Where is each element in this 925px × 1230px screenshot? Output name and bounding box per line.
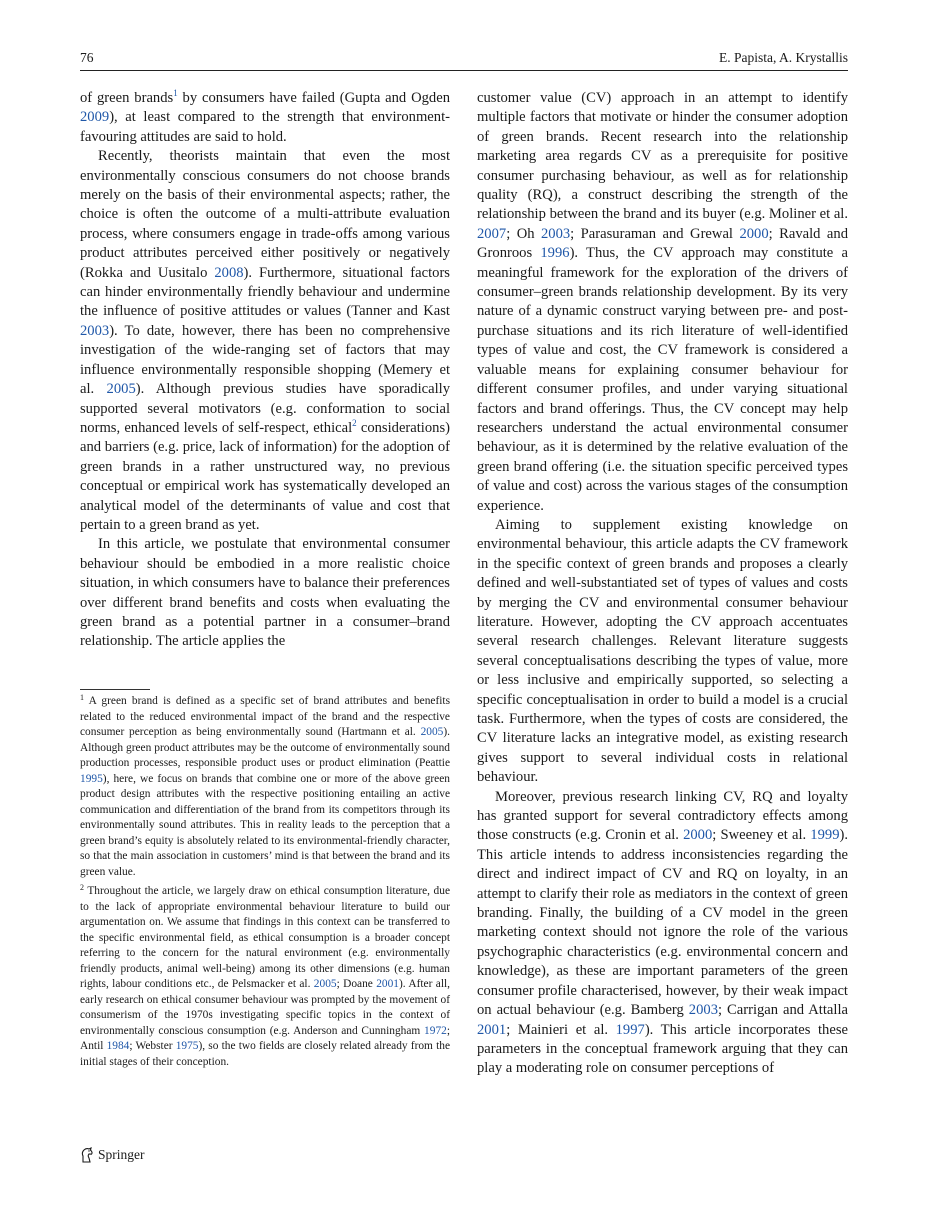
footnote-2 [80,884,450,1070]
citation-link[interactable]: 1984 [106,1040,130,1052]
text: ). To date, however, there has been no comprehensive investigation of the wide-ranging set of factors that may influence environmentally responsible shopping (Memery et al. [80,322,450,398]
text: ), at least compared to the strength that environment-favouring attitudes are said to hold. [80,109,450,145]
text: ; Oh [506,225,541,242]
springer-horse-icon [80,1147,94,1163]
text: ). Furthermore, situational factors can hinder environmentally friendly behaviour and undermine the influence of positive attitudes or values (Tanner and Kast [80,264,450,320]
citation-link[interactable]: 1999 [810,827,840,844]
paragraph: Aiming to supplement existing knowledge on environmental behaviour, this article adapts the CV framework in the specific context of green brands and proposes a clearly defined and well-substantiated set of types of values and costs by merging the CV and environmental consumer behaviour literature. However, adopting the CV approach accentuates several research challenges. Relevant literature suggests several conceptualisations describing the types of value, more or less inclusive and empirically supported, so selecting a specific conceptualisation in order to build a model is a crucial task. Furthermore, when the types of costs are considered, the CV literature lacks an integrative model, as existing research gives support to several individual costs in relational behaviour. [477,516,848,786]
text: ; Webster [129,1040,176,1052]
footnotes [80,694,450,1074]
publisher-footer [80,1145,145,1165]
text: ; Carrigan and Attalla [717,1002,848,1019]
citation-link[interactable]: 1996 [540,245,570,262]
citation-link[interactable]: 1995 [80,772,103,785]
citation-link[interactable]: 2003 [540,225,571,242]
text: ; Sweeney et al. [712,827,811,844]
citation-link[interactable]: 2001 [376,978,399,990]
citation-link[interactable]: 2007 [477,225,507,242]
text: ). Although green product attributes may be the outcome of environmentally sound production processes, responsible product uses or product elimination (Peattie [80,726,450,769]
text: Recently, theorists maintain that even the most environmentally conscious consumers do not choose brands merely on the basis of their environmental aspects; rather, the choice is often the outcome of a multi-attribute evaluation process, where consumers engage in trade-offs among various product attributes perceived either positively or negatively (Rokka and Uusitalo [80,148,450,281]
publisher-name: Springer [98,1147,145,1162]
text: ; Doane [336,978,377,990]
citation-link[interactable]: 1997 [615,1021,645,1038]
footnote-number: 1 [80,693,84,702]
text: by consumers have failed (Gupta and Ogden [177,90,450,106]
footnote-ref-2[interactable]: 2 [352,417,357,428]
text: Throughout the article, we largely draw on ethical consumption literature, due to the lack of appropriate environmental behaviour literature to build our argumentation on. We assume that findings in this context can be transferred to the specific environmental field, as ethical consumption is a broader concept referring to the concern for the natural environment (e.g. environmentally friendly products, animal well-being) among its other dimensions (e.g. human rights, labour conditions etc., de Pelsmacker et al. [80,885,450,990]
citation-link[interactable]: 1972 [424,1024,447,1037]
citation-link[interactable]: 2005 [313,978,337,990]
page-number: 76 [80,50,94,65]
text: ). After all, early research on ethical consumer behaviour was prompted by the movement of consumerism of the 1970s investigating specific topics in the context of environmentally conscious consumption (e.g. Anderson and Cunningham [80,978,450,1037]
paragraph [477,788,848,1079]
text: ). Although previous studies have sporadically supported several motivators (e.g. conformation to social norms, enhanced levels of self-respect, ethical [80,381,450,436]
citation-link[interactable]: 2008 [214,264,244,281]
text: ). Thus, the CV approach may constitute a meaningful framework for the exploration of the drivers of consumer–green brands relationship development. By its very nature of a dynamic construct varying between pre- and post-purchase situations and its rich literature of well-identified types of value and cost, the CV framework is considered a valuable means for explaining consumer behaviour for different consumer profiles, and under varying situational factors and brand offerings. Thus, the CV concept may help researchers understand the actual environmental consumer behaviour, as it is determined by the relative evaluation of the green brand offering (i.e. the situation specific perceived types of value and cost) across the various stages of the consumption experience. [477,245,848,514]
running-authors: E. Papista, A. Krystallis [719,50,848,65]
paragraph [80,147,450,535]
text: ), here, we focus on brands that combine one or more of the above green product design attributes with the respective positioning entailing an active communication and differentiation of the brand from its competitors through its environmentally sound attributes. This in reality leads to the perception that a green brand’s equity is absolutely related to its environmental-friendly character, so that the main association in customers’ mind is that between the brand and its green value. [80,772,450,878]
running-header [80,50,848,71]
paragraph [477,89,848,516]
text: considerations) and barriers (e.g. price, lack of information) for the adoption of green brands in a rather unstructured way, no previous conceptual or empirical work has systematically developed an analytical model of the determinants of value and cost that pertain to a green brand as yet. [80,419,450,533]
text: customer value (CV) approach in an attempt to identify multiple factors that motivate or hinder the consumer adoption of green brands. Recent research into the relationship marketing area regards CV as a prerequisite for positive consumer purchasing behaviour, as well as for relationship quality (RQ), a construct describing the strength of the relationship between the brand and its buyer (e.g. Moliner et al. [477,90,848,223]
paragraph [80,89,450,147]
text: of green brands [80,90,174,106]
citation-link[interactable]: 1975 [175,1040,199,1052]
right-column [477,89,848,1079]
text: ; Ravald and Gronroos [477,225,848,262]
citation-link[interactable]: 2005 [420,726,444,738]
footnote-number: 2 [80,883,84,892]
citation-link[interactable]: 2000 [739,225,769,242]
paragraph: In this article, we postulate that environmental consumer behaviour should be embodied in a more realistic choice situation, in which consumers have to balance their preferences over different brand benefits and costs when evaluating the green brand as a potential partner in a consumer–brand relationship. The article applies the [80,536,450,650]
citation-link[interactable]: 2003 [80,322,110,339]
text: ; Parasuraman and Grewal [570,225,740,242]
citation-link[interactable]: 2003 [688,1002,718,1019]
footnote-ref-1[interactable]: 1 [173,88,178,98]
citation-link[interactable]: 2005 [106,381,136,398]
text: ; Antil [80,1024,450,1052]
left-column [80,89,450,652]
citation-link[interactable]: 2001 [477,1021,507,1038]
text: ; Mainieri et al. [506,1021,616,1038]
text: Moreover, previous research linking CV, RQ and loyalty has granted support for several contradictory effects among those constructs (e.g. Cronin et al. [477,788,848,844]
text: ). This article intends to address inconsistencies regarding the direct and indirect impact of CV and RQ on loyalty, in an attempt to clarify their role as mediators in the context of green branding. Finally, the building of a CV model in the green marketing context should not ignore the role of the various psychographic characteristics (e.g. environmental concern and knowledge), as these are important parameters of the green consumer profile characterised, however, by their weak impact on actual behaviour (e.g. Bamberg [477,827,848,1019]
text: A green brand is defined as a specific set of brand attributes and benefits related to the reduced environmental impact of the brand and the respective consumer perception as being environmentally sound (Hartmann et al. [80,695,450,738]
citation-link[interactable]: 2009 [80,109,110,126]
text: ), so the two fields are closely related already from the initial stages of their conception. [80,1040,451,1068]
footnote-divider [80,689,150,690]
text: ). This article incorporates these parameters in the conceptual framework arguing that they can play a moderating role on consumer perceptions of [477,1021,848,1077]
citation-link[interactable]: 2000 [683,827,713,844]
footnote-1 [80,694,450,880]
